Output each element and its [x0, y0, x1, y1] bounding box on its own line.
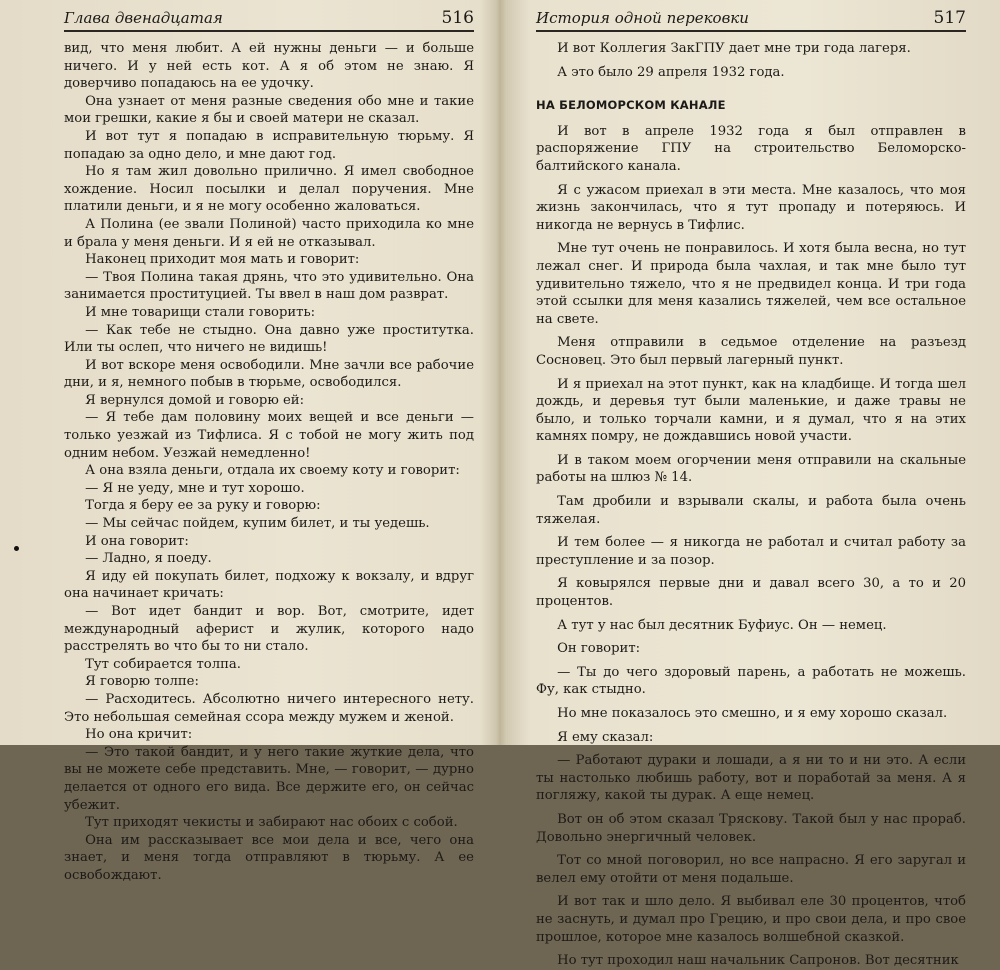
right-intro: [536, 40, 966, 81]
paragraph: Я с ужасом приехал в эти места. Мне казалось, что моя жизнь закончилась, что я тут пропаду и потеряюсь. И никогда не вернусь в Тифлис.: [536, 182, 966, 233]
paragraph: И она говорит:: [85, 533, 189, 549]
paragraph: Вот он об этом сказал Тряскову. Такой был у нас прораб. Довольно энергичный человек.: [536, 811, 966, 845]
paragraph: Но она кричит:: [85, 727, 193, 743]
paragraph: Но мне показалось это смешно, и я ему хорошо сказал.: [557, 706, 948, 721]
paragraph: И в таком моем огорчении меня отправили на скальные работы на шлюз № 14.: [536, 452, 966, 486]
left-page: [0, 0, 497, 883]
paragraph: Тут приходят чекисты и забирают нас обоих с собой.: [85, 815, 458, 831]
paragraph: — Я не уеду, мне и тут хорошо.: [85, 480, 305, 496]
right-page-number: 517: [933, 8, 966, 28]
paragraph: — Ладно, я поеду.: [85, 551, 212, 567]
paragraph: Мне тут очень не понравилось. И хотя была весна, но тут лежал снег. И природа была чахлая, и так мне было тут удивительно тяжело, что я не предвидел конца. И три года этой ссылки для меня казались тяжелей, чем все остальное на свете.: [536, 241, 966, 327]
paragraph: Я иду ей покупать билет, подхожу к вокзалу, и вдруг она начинает кричать:: [64, 568, 474, 602]
paragraph: И я приехал на этот пункт, как на кладбище. И тогда шел дождь, и деревья тут были маленькие, и даже травы не было, и только торчали камни, и я думал, что я на этих камнях помру, не дождавшись новой участи.: [536, 376, 966, 445]
paragraph: — Я тебе дам половину моих вещей и все деньги — только уезжай из Тифлиса. Я с тобой не могу жить под одним небом. Уезжай немедленно!: [64, 410, 474, 461]
paragraph: Он говорит:: [557, 641, 641, 657]
paragraph: — Расходитесь. Абсолютно ничего интересного нету. Это небольшая семейная ссора между мужем и женой.: [64, 691, 474, 725]
paragraph: А Полина (ее звали Полиной) часто приходила ко мне и брала у меня деньги. И я ей не отказывал.: [64, 216, 474, 250]
paragraph: Наконец приходит моя мать и говорит:: [85, 252, 360, 268]
paragraph: — Вот идет бандит и вор. Вот, смотрите, идет международный аферист и жулик, которого надо расстрелять во что бы то ни стало.: [64, 604, 474, 655]
paragraph: Я ему сказал:: [557, 729, 654, 745]
paragraph: Я говорю толпе:: [85, 674, 199, 690]
paragraph: — Работают дураки и лошади, а я ни то и ни это. А если ты настолько любишь работу, вот и поработай за меня. А я погляжу, какой ты дурак. А еще немец.: [536, 753, 966, 804]
right-page: [503, 0, 1000, 969]
right-running-head: [536, 6, 966, 32]
paragraph: И вот вскоре меня освободили. Мне зачли все рабочие дни, и я, немного побыв в тюрьме, освободился.: [64, 357, 474, 391]
paragraph: Я ковырялся первые дни и давал всего 30, а то и 20 процентов.: [536, 576, 966, 610]
paragraph: Она им рассказывает все мои дела и все, чего она знает, и меня тогда отправляют в тюрьму. А ее освобождают.: [64, 832, 474, 883]
paragraph: А это было 29 апреля 1932 года.: [557, 64, 785, 80]
paragraph: — Твоя Полина такая дрянь, что это удивительно. Она занимается проституцией. Ты ввел в наш дом разврат.: [64, 269, 474, 303]
paragraph: И вот Коллегия ЗакГПУ дает мне три года лагеря.: [557, 41, 911, 56]
paragraph: Меня отправили в седьмое отделение на разъезд Сосновец. Это был первый лагерный пункт.: [536, 335, 966, 368]
paragraph: А она взяла деньги, отдала их своему коту и говорит:: [85, 463, 460, 479]
paragraph: И тем более — я никогда не работал и считал работу за преступление и за позор.: [536, 535, 966, 568]
paragraph: И вот в апреле 1932 года я был отправлен в распоряжение ГПУ на строительство Беломорско-балтийского канала.: [536, 123, 966, 174]
left-running-head-title: Глава двенадцатая: [64, 9, 223, 27]
paragraph: Она узнает от меня разные сведения обо мне и такие мои грешки, какие я бы и своей матери не сказал.: [64, 93, 474, 127]
paragraph: Там дробили и взрывали скалы, и работа была очень тяжелая.: [536, 494, 966, 527]
paragraph: Но я там жил довольно прилично. Я имел свободное хождение. Носил посылки и делал поручения. Мне платили деньги, и я не могу особенно жаловаться.: [64, 164, 474, 215]
paragraph: — Ты до чего здоровый парень, а работать не можешь. Фу, как стыдно.: [536, 664, 966, 698]
paragraph: А тут у нас был десятник Буфиус. Он — немец.: [557, 617, 887, 633]
paragraph: И вот так и шло дело. Я выбивал еле 30 процентов, чтоб не заснуть, и думал про Грецию, и про свои дела, и про свое прошлое, которое мне казалось волшебной сказкой.: [536, 894, 966, 945]
right-running-head-title: История одной перековки: [536, 9, 749, 27]
paragraph: Я вернулся домой и говорю ей:: [85, 392, 305, 408]
right-main-text: [536, 123, 966, 970]
left-running-head: [64, 6, 474, 32]
paragraph: — Как тебе не стыдно. Она давно уже проститутка. Или ты ослеп, что ничего не видишь!: [64, 322, 474, 356]
paragraph: Но тут проходил наш начальник Сапронов. Вот десятник: [557, 953, 959, 969]
paragraph: Тут собирается толпа.: [85, 656, 241, 672]
right-page-body: [536, 40, 966, 970]
section-heading: НА БЕЛОМОРСКОМ КАНАЛЕ: [536, 98, 726, 113]
paragraph: И вот тут я попадаю в исправительную тюрьму. Я попадаю за одно дело, и мне дают год.: [64, 128, 474, 162]
paragraph: Тот со мной поговорил, но все напрасно. Я его заругал и велел ему отойти от меня подальше.: [536, 853, 966, 886]
paragraph: — Мы сейчас пойдем, купим билет, и ты уедешь.: [85, 516, 430, 532]
paragraph: Тогда я беру ее за руку и говорю:: [85, 498, 321, 514]
paragraph: вид, что меня любит. А ей нужны деньги — и больше ничего. И у ней есть кот. А я об этом не знаю. Я доверчиво попадаюсь на ее удочку.: [64, 41, 474, 92]
left-page-number: 516: [441, 8, 474, 28]
left-page-body: [64, 40, 474, 885]
paragraph: — Это такой бандит, и у него такие жуткие дела, что вы не можете себе представить. Мне, — говорит, — дурно делается от одного его вида. Все держите его, он сейчас убежит.: [64, 744, 474, 813]
paragraph: И мне товарищи стали говорить:: [85, 304, 316, 320]
